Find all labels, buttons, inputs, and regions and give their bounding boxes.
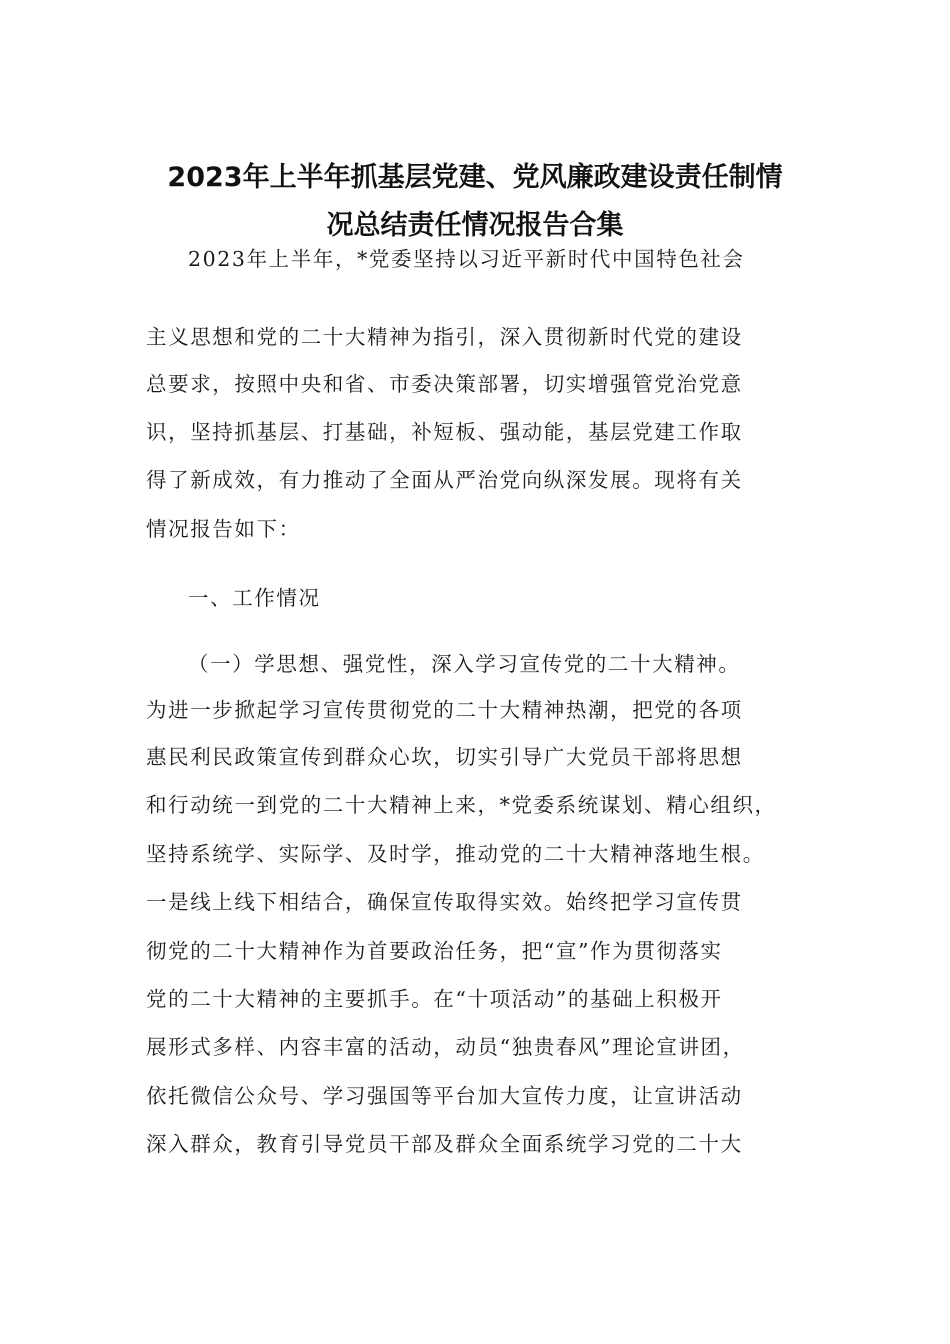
paragraph-line: 彻党的二十大精神作为首要政治任务，把“宣”作为贯彻落实 bbox=[146, 939, 723, 963]
paragraph-line: 依托微信公众号、学习强国等平台加大宣传力度，让宣讲活动 bbox=[146, 1084, 743, 1108]
paragraph-line: 情况报告如下： bbox=[146, 517, 301, 541]
paragraph-line: 总要求，按照中央和省、市委决策部署，切实增强管党治党意 bbox=[146, 372, 743, 396]
paragraph-line: 党的二十大精神的主要抓手。在“十项活动”的基础上积极开 bbox=[146, 987, 723, 1011]
paragraph-line: 一是线上线下相结合，确保宣传取得实效。始终把学习宣传贯 bbox=[146, 890, 743, 914]
paragraph-line: 主义思想和党的二十大精神为指引，深入贯彻新时代党的建设 bbox=[146, 325, 743, 349]
paragraph-line: 展形式多样、内容丰富的活动，动员“独贵春风”理论宣讲团， bbox=[146, 1035, 745, 1059]
title-line-2: 况总结责任情况报告合集 bbox=[326, 210, 624, 241]
paragraph-line: 识，坚持抓基层、打基础，补短板、强动能，基层党建工作取 bbox=[146, 420, 743, 444]
paragraph-line: 2023年上半年，*党委坚持以习近平新时代中国特色社会 bbox=[188, 247, 745, 271]
title-line-1: 2023年上半年抓基层党建、党风廉政建设责任制情 bbox=[167, 162, 783, 193]
section-heading: 一、工作情况 bbox=[188, 586, 321, 610]
paragraph-line: 得了新成效，有力推动了全面从严治党向纵深发展。现将有关 bbox=[146, 468, 743, 492]
paragraph-line: 惠民利民政策宣传到群众心坎，切实引导广大党员干部将思想 bbox=[146, 745, 743, 769]
paragraph-line: 坚持系统学、实际学、及时学，推动党的二十大精神落地生根。 bbox=[146, 842, 765, 866]
subsection-heading: （一）学思想、强党性，深入学习宣传党的二十大精神。 bbox=[188, 652, 741, 676]
paragraph-line: 为进一步掀起学习宣传贯彻党的二十大精神热潮，把党的各项 bbox=[146, 698, 743, 722]
paragraph-line: 和行动统一到党的二十大精神上来，*党委系统谋划、精心组织， bbox=[146, 793, 777, 817]
paragraph-line: 深入群众，教育引导党员干部及群众全面系统学习党的二十大 bbox=[146, 1132, 743, 1156]
